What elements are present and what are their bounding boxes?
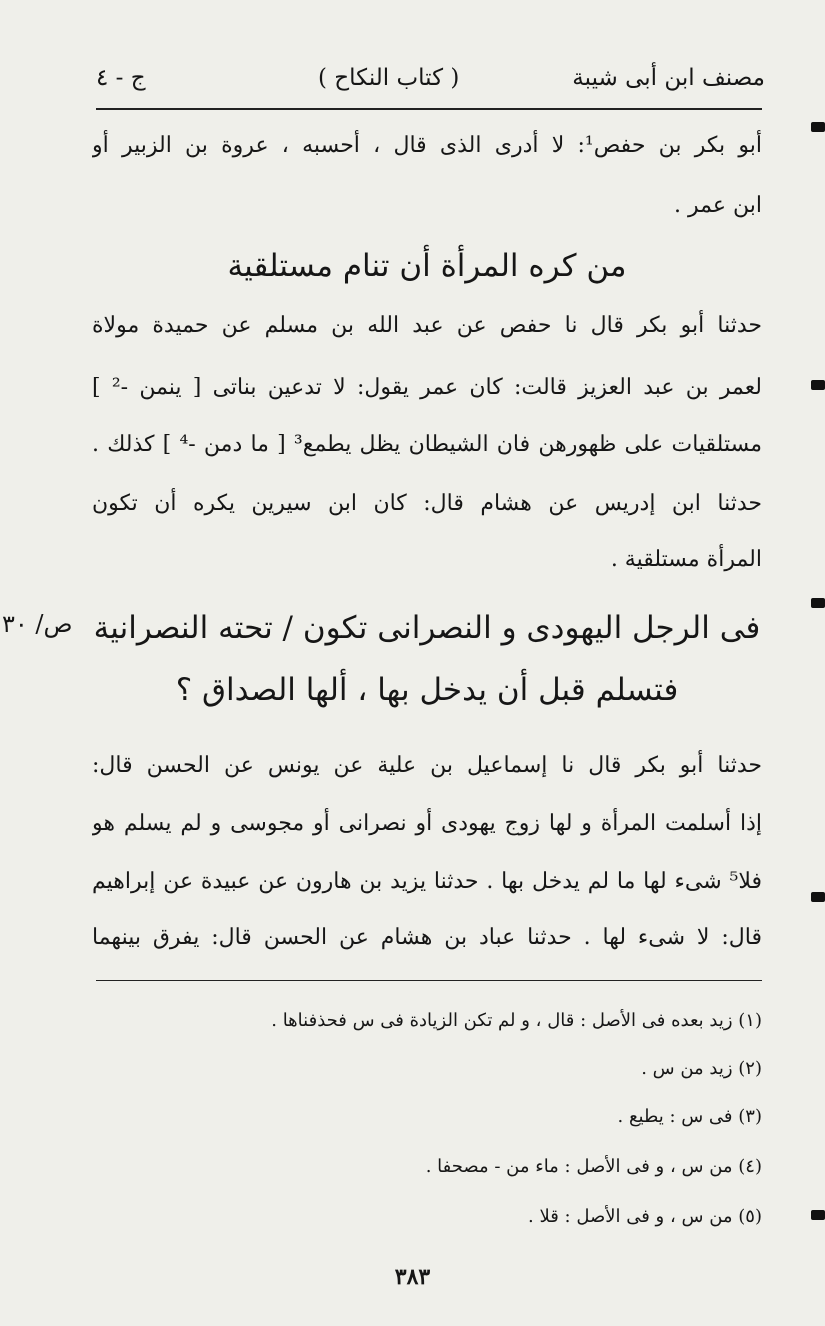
page-number: ٣٨٣	[394, 1264, 431, 1290]
scan-edge-mark	[811, 1210, 825, 1220]
scan-edge-mark	[811, 598, 825, 608]
text-line: لعمر بن عبد العزيز قالت: كان عمر يقول: لا تدعين بناتى [ ينمن -² ]	[92, 375, 762, 400]
footnote: (١) زيد بعده فى الأصل : قال ، و لم تكن الزيادة فى س فحذفناها .	[271, 1010, 762, 1031]
scan-edge-mark	[811, 380, 825, 390]
footnote: (٣) فى س : يطيع .	[617, 1106, 762, 1127]
text-line: مستلقيات على ظهورهن فان الشيطان يظل يطمع³ [ ما دمن -⁴ ] كذلك .	[92, 432, 762, 457]
text-line: ابن عمر .	[674, 193, 762, 218]
footnote-rule	[96, 980, 762, 981]
footnote: (٥) من س ، و فى الأصل : قلا .	[528, 1206, 762, 1227]
running-header-book-title: مصنف ابن أبى شيبة	[572, 65, 765, 91]
running-header-volume: ج - ٤	[96, 65, 146, 91]
text-line: إذا أسلمت المرأة و لها زوج يهودى أو نصرانى أو مجوسى و لم يسلم هو	[92, 811, 762, 836]
footnote: (٤) من س ، و فى الأصل : ماء من - مصحفا .	[425, 1156, 762, 1177]
section-title-continued: فتسلم قبل أن يدخل بها ، ألها الصداق ؟	[175, 672, 679, 708]
text-line: المرأة مستلقية .	[610, 547, 762, 572]
text-line: قال: لا شىء لها . حدثنا عباد بن هشام عن الحسن قال: يفرق بينهما	[92, 925, 762, 950]
text-line: حدثنا ابن إدريس عن هشام قال: كان ابن سيرين يكره أن تكون	[92, 491, 762, 516]
section-title: فى الرجل اليهودى و النصرانى تكون / تحته النصرانية	[93, 610, 761, 646]
text-line: حدثنا أبو بكر قال نا إسماعيل بن علية عن يونس عن الحسن قال:	[92, 753, 762, 778]
section-title: من كره المرأة أن تنام مستلقية	[227, 248, 627, 284]
margin-page-reference: ص/ ٣٠	[2, 610, 73, 638]
text-line: حدثنا أبو بكر قال نا حفص عن عبد الله بن مسلم عن حميدة مولاة	[92, 313, 762, 338]
text-line: فلا⁵ شىء لها ما لم يدخل بها . حدثنا يزيد بن هارون عن عبيدة عن إبراهيم	[92, 869, 762, 894]
footnote: (٢) زيد من س .	[641, 1058, 762, 1079]
scan-edge-mark	[811, 122, 825, 132]
header-rule	[96, 108, 762, 110]
text-line: أبو بكر بن حفص¹: لا أدرى الذى قال ، أحسبه ، عروة بن الزبير أو	[92, 133, 762, 158]
running-header-chapter: ( كتاب النكاح )	[318, 65, 460, 91]
scan-edge-mark	[811, 892, 825, 902]
